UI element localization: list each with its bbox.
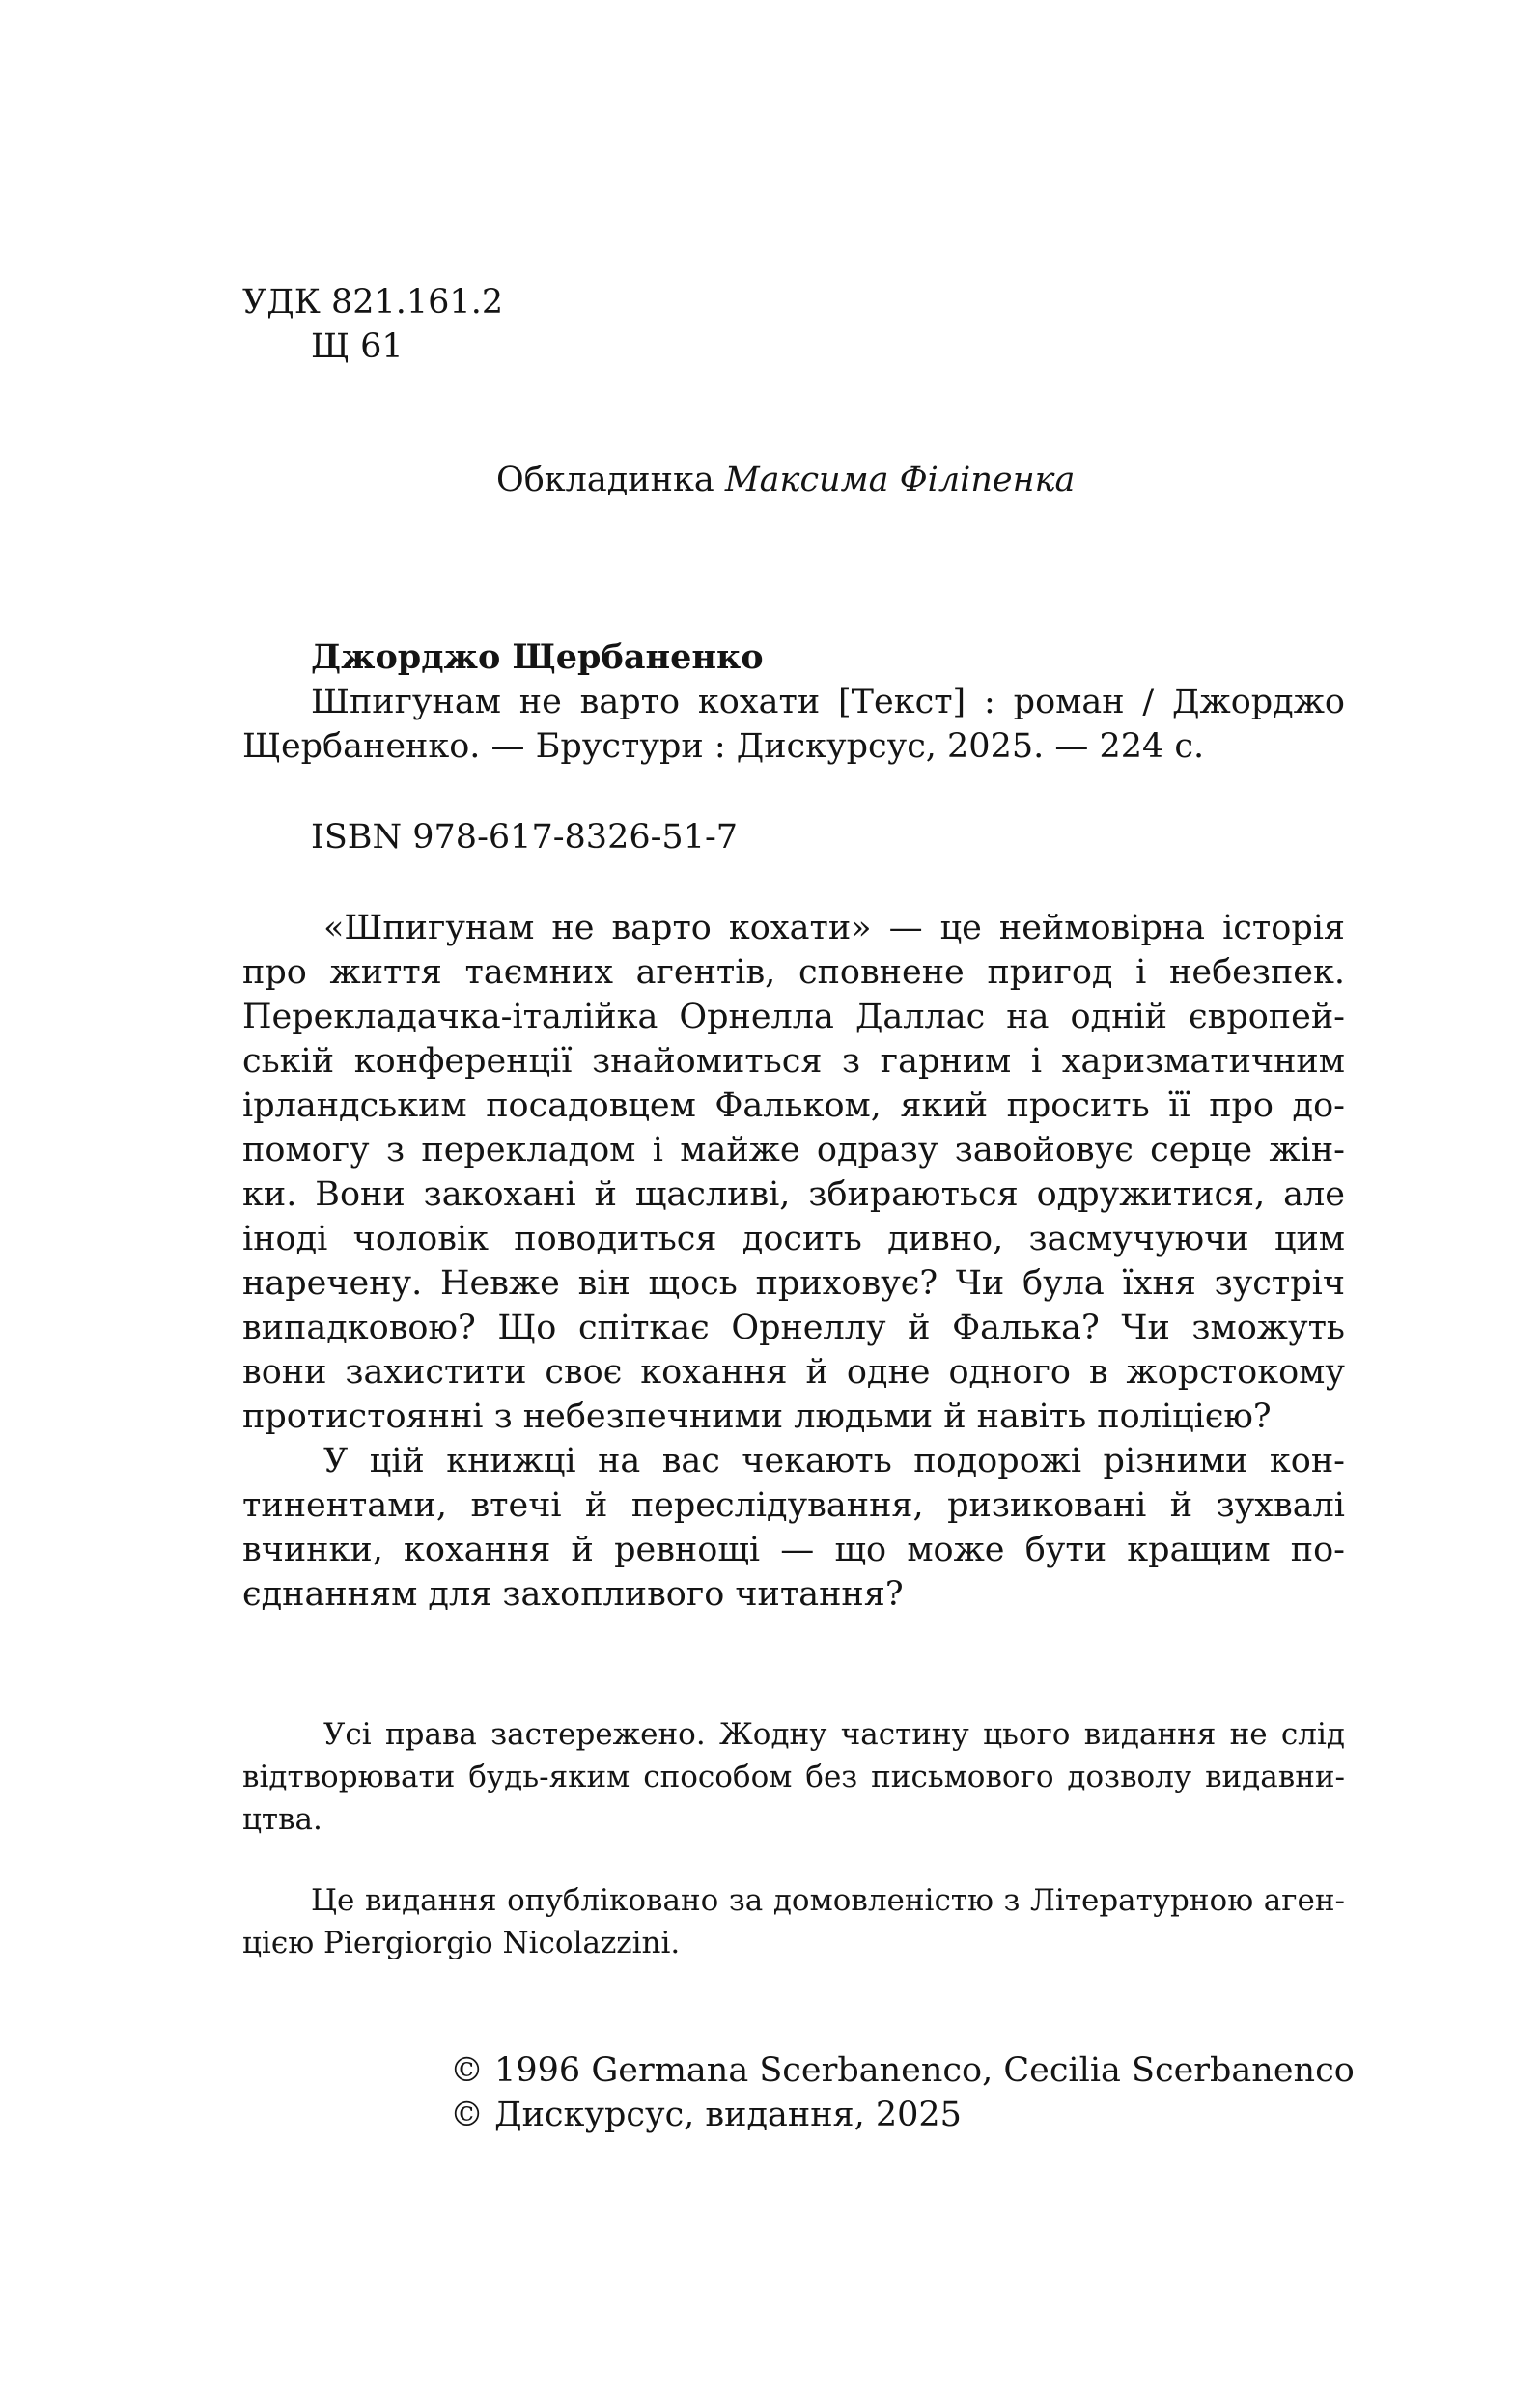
annotation-line: ірландським посадовцем Фальком, який просить її про до- bbox=[242, 1086, 1345, 1125]
annotation-line: про життя таємних агентів, сповнене пригод і небезпек. bbox=[242, 953, 1345, 992]
bibliographic-description bbox=[242, 680, 1345, 769]
rights-line: відтворювати будь-яким способом без письмового дозволу видавни- bbox=[242, 1760, 1345, 1794]
copyright-line: © 1996 Germana Scerbanenco, Cecilia Scerbanenco bbox=[450, 2051, 1355, 2090]
agreement-line: Це видання опубліковано за домовленістю з Літературною аген- bbox=[311, 1883, 1345, 1918]
annotation-line: єднанням для захопливого читання? bbox=[242, 1575, 904, 1614]
udk-code: УДК 821.161.2 bbox=[242, 283, 504, 322]
isbn: ISBN 978-617-8326-51-7 bbox=[311, 818, 739, 857]
cover-credit-prefix: Обкладинка bbox=[496, 461, 714, 499]
bibliographic-line: Шпигунам не варто кохати [Текст] : роман / Джорджо bbox=[311, 683, 1345, 721]
rights-line: цтва. bbox=[242, 1802, 322, 1837]
author-heading: Джорджо Щербаненко bbox=[311, 637, 764, 677]
annotation-line: «Шпигунам не варто кохати» — це неймовірна історія bbox=[323, 909, 1345, 947]
rights-notice bbox=[242, 1713, 1345, 1841]
agreement-notice bbox=[242, 1879, 1345, 1964]
annotation-line: вчинки, кохання й ревнощі — що може бути кращим по- bbox=[242, 1531, 1345, 1569]
cover-credit bbox=[496, 458, 1075, 502]
annotation bbox=[242, 906, 1345, 1617]
agreement-line: цією Piergiorgio Nicolazzini. bbox=[242, 1926, 681, 1960]
annotation-line: тинентами, втечі й переслідування, ризиковані й зухвалі bbox=[242, 1486, 1345, 1525]
annotation-line: У цій книжці на вас чекають подорожі різними кон- bbox=[323, 1442, 1345, 1480]
annotation-line: помогу з перекладом і майже одразу завойовує серце жін- bbox=[242, 1131, 1345, 1170]
copyright-line: © Дискурсус, видання, 2025 bbox=[450, 2096, 962, 2134]
cover-artist: Максима Філіпенка bbox=[724, 461, 1076, 499]
annotation-line: наречену. Невже він щось приховує? Чи була їхня зустріч bbox=[242, 1264, 1345, 1303]
annotation-line: випадковою? Що спіткає Орнеллу й Фалька? Чи зможуть bbox=[242, 1309, 1345, 1347]
bbk-code: Щ 61 bbox=[311, 327, 404, 366]
annotation-line: Перекладачка-італійка Орнелла Даллас на одній європей- bbox=[242, 998, 1345, 1036]
annotation-line: протистоянні з небезпечними людьми й навіть поліцією? bbox=[242, 1397, 1272, 1436]
bibliographic-line: Щербаненко. — Брустури : Дискурсус, 2025. — 224 с. bbox=[242, 727, 1205, 766]
annotation-line: ській конференції знайомиться з гарним і харизматичним bbox=[242, 1042, 1345, 1081]
annotation-line: іноді чоловік поводиться досить дивно, засмучуючи цим bbox=[242, 1220, 1345, 1258]
annotation-line: ки. Вони закохані й щасливі, збираються одружитися, але bbox=[242, 1175, 1345, 1214]
annotation-line: вони захистити своє кохання й одне одного в жорстокому bbox=[242, 1353, 1345, 1392]
rights-line: Усі права застережено. Жодну частину цього видання не слід bbox=[323, 1717, 1345, 1752]
